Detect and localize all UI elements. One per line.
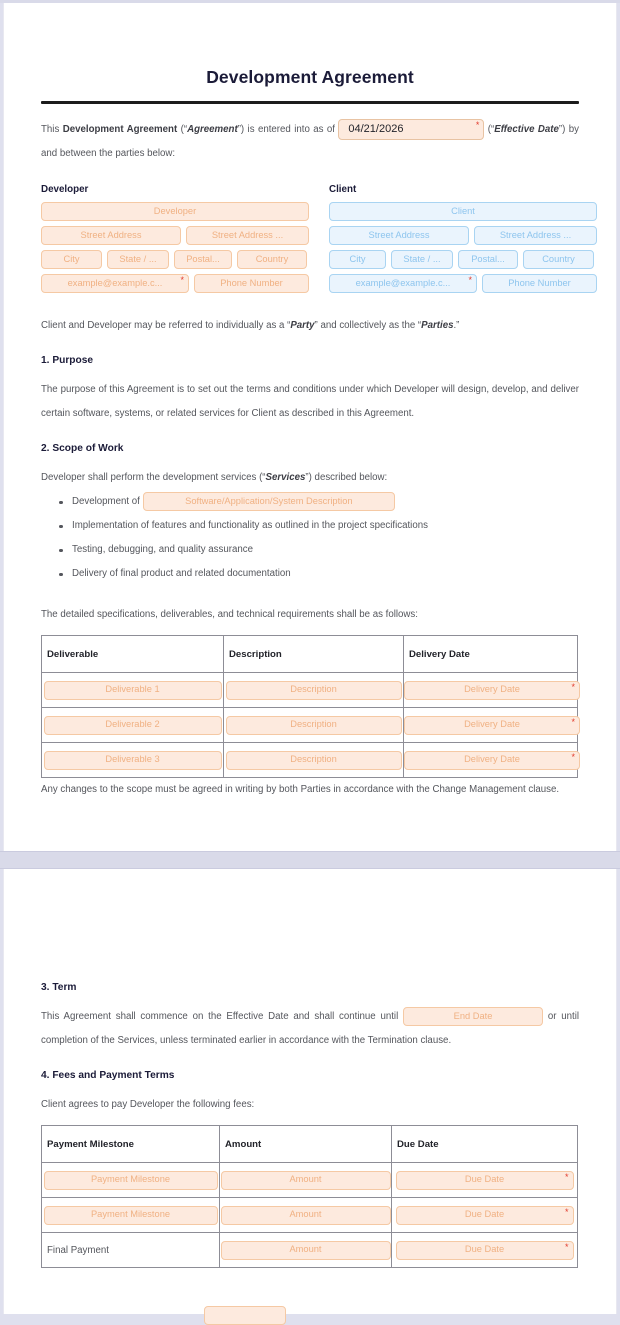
list-item: Delivery of final product and related documentation [59, 562, 579, 586]
required-asterisk: * [180, 275, 184, 285]
payment-table [41, 1125, 578, 1268]
cell-deliverable [42, 673, 224, 708]
cell-due-date [392, 1233, 578, 1268]
developer-heading: Developer [41, 184, 89, 195]
client-block [329, 184, 597, 298]
client-name-input[interactable]: Client [329, 202, 597, 221]
col-header-description: Description [224, 636, 404, 673]
bullet-development-of-label: Development of [72, 496, 140, 507]
developer-address-row [41, 226, 309, 245]
required-asterisk: * [564, 1241, 569, 1252]
client-country-input[interactable]: Country [523, 250, 594, 269]
cell-amount [220, 1163, 392, 1198]
list-item: Implementation of features and functionality as outlined in the project specifications [59, 514, 579, 538]
purpose-body: The purpose of this Agreement is to set out the terms and conditions under which Developer will design, develop, and deliver certain software, systems, or related services for Client as described in this Agreement. [41, 384, 579, 419]
col-header-amount: Amount [220, 1126, 392, 1163]
col-header-due-date: Due Date [392, 1126, 578, 1163]
payment-milestone-2-input[interactable]: Payment Milestone [44, 1206, 218, 1225]
list-item [59, 490, 579, 514]
deliverable-1-description-input[interactable]: Description [226, 681, 402, 700]
deliverable-1-input[interactable]: Deliverable 1 [44, 681, 222, 700]
scope-closing-paragraph: Any changes to the scope must be agreed in writing by both Parties in accordance with the Change Management clause. [41, 784, 560, 795]
developer-name-row [41, 202, 309, 221]
effective-word: Effective [494, 124, 535, 135]
system-description-input[interactable]: Software/Application/System Description [143, 492, 395, 511]
deliverables-table-lead: The detailed specifications, deliverables, and technical requirements shall be as follows: [41, 609, 418, 620]
deliverable-2-description-input[interactable]: Description [226, 716, 402, 735]
cell-final-payment-label: Final Payment [42, 1233, 220, 1268]
table-row [42, 743, 578, 778]
intro-paren-open: (“ [177, 124, 188, 135]
developer-street2-input[interactable]: Street Address ... [186, 226, 309, 245]
required-asterisk: * [468, 275, 472, 285]
client-heading: Client [329, 184, 357, 195]
payment-milestone-1-input[interactable]: Payment Milestone [44, 1171, 218, 1190]
list-item: Testing, debugging, and quality assurance [59, 538, 579, 562]
client-name-row [329, 202, 597, 221]
developer-locality-row [41, 250, 309, 269]
cell-milestone [42, 1198, 220, 1233]
scope-lead [41, 466, 579, 490]
parties-note [41, 314, 579, 338]
document-page-2 [3, 869, 617, 1314]
deliverable-2-date-input[interactable] [404, 716, 580, 735]
term-body [41, 1005, 579, 1053]
section-heading-term: 3. Term [41, 982, 77, 993]
developer-phone-input[interactable]: Phone Number [194, 274, 309, 293]
party-term: Party [290, 320, 315, 331]
effective-date-input[interactable] [338, 119, 484, 140]
cell-amount [220, 1233, 392, 1268]
developer-city-input[interactable]: City [41, 250, 102, 269]
client-street1-input[interactable]: Street Address [329, 226, 469, 245]
col-header-delivery-date: Delivery Date [404, 636, 578, 673]
deliverable-1-date-input[interactable] [404, 681, 580, 700]
fees-lead: Client agrees to pay Developer the following fees: [41, 1099, 255, 1110]
final-payment-due-input[interactable] [396, 1241, 574, 1260]
developer-country-input[interactable]: Country [237, 250, 307, 269]
client-street2-input[interactable]: Street Address ... [474, 226, 597, 245]
developer-email-placeholder: example@example.c... [67, 277, 163, 288]
final-payment-amount-input[interactable]: Amount [221, 1241, 391, 1260]
cell-delivery-date [404, 743, 578, 778]
table-row [42, 1233, 578, 1268]
payment-amount-2-input[interactable]: Amount [221, 1206, 391, 1225]
intro-text-before: This [41, 124, 63, 135]
scope-lead-a: Developer shall perform the development services (“ [41, 472, 266, 483]
client-phone-input[interactable]: Phone Number [482, 274, 597, 293]
client-locality-row [329, 250, 597, 269]
cell-amount [220, 1198, 392, 1233]
intro-paragraph [41, 118, 579, 166]
scope-bullet-list [41, 490, 579, 586]
cell-milestone [42, 1163, 220, 1198]
payment-due-1-placeholder: Due Date [464, 1174, 505, 1185]
deliverable-1-date-placeholder: Delivery Date [464, 684, 520, 695]
table-header-row [42, 1126, 578, 1163]
parties-note-b: ” and collectively as the “ [314, 320, 422, 331]
developer-contact-row [41, 274, 309, 293]
client-address-row [329, 226, 597, 245]
term-lead-text: This Agreement shall commence on the Effective Date and shall continue until [41, 1011, 399, 1022]
cell-deliverable [42, 708, 224, 743]
date-word: Date [537, 124, 559, 135]
table-row [42, 708, 578, 743]
intro-after-close: ”) by and between the parties below: [41, 124, 579, 159]
table-header-row [42, 636, 578, 673]
cell-deliverable [42, 743, 224, 778]
client-state-input[interactable]: State / ... [391, 250, 453, 269]
deliverable-2-date-placeholder: Delivery Date [464, 719, 520, 730]
cell-delivery-date [404, 708, 578, 743]
parties-term: Parties [421, 320, 454, 331]
col-header-payment-milestone: Payment Milestone [42, 1126, 220, 1163]
cell-description [224, 673, 404, 708]
deliverable-3-date-placeholder: Delivery Date [464, 754, 520, 765]
required-asterisk: * [564, 1206, 569, 1217]
intro-bold-term: Development Agreement [62, 124, 178, 135]
page-break-separator [0, 851, 620, 869]
term-tail-text: or until completion of the Services, unless terminated earlier in accordance with the Termination clause. [41, 1011, 579, 1046]
intro-paren-close: ”) is entered into as of [237, 124, 339, 135]
developer-block [41, 184, 309, 298]
client-contact-row [329, 274, 597, 293]
deliverable-3-input[interactable]: Deliverable 3 [44, 751, 222, 770]
deliverable-3-description-input[interactable]: Description [226, 751, 402, 770]
developer-state-input[interactable]: State / ... [107, 250, 169, 269]
deliverables-table [41, 635, 578, 778]
col-header-deliverable: Deliverable [42, 636, 224, 673]
required-asterisk: * [564, 1171, 569, 1182]
end-date-input[interactable]: End Date [403, 1007, 543, 1026]
required-asterisk: * [571, 751, 575, 762]
next-field-partial[interactable] [204, 1306, 286, 1325]
required-asterisk: * [571, 681, 575, 692]
cell-delivery-date [404, 673, 578, 708]
table-row [42, 1198, 578, 1233]
deliverable-2-input[interactable]: Deliverable 2 [44, 716, 222, 735]
deliverable-3-date-input[interactable] [404, 751, 580, 770]
payment-amount-1-input[interactable]: Amount [221, 1171, 391, 1190]
document-page-1 [3, 3, 617, 851]
table-row [42, 673, 578, 708]
section-heading-scope: 2. Scope of Work [41, 443, 124, 454]
services-term: Services [265, 472, 306, 483]
parties-note-a: Client and Developer may be referred to individually as a “ [41, 320, 291, 331]
client-email-placeholder: example@example.c... [355, 277, 451, 288]
payment-due-2-placeholder: Due Date [464, 1209, 505, 1220]
scope-lead-b: ”) described below: [305, 472, 388, 483]
intro-after-open: (“ [484, 124, 495, 135]
section-heading-purpose: 1. Purpose [41, 355, 94, 366]
developer-street1-input[interactable]: Street Address [41, 226, 181, 245]
parties-note-c: .” [453, 320, 460, 331]
payment-due-2-input[interactable] [396, 1206, 574, 1225]
developer-postal-input[interactable]: Postal... [174, 250, 232, 269]
final-payment-due-placeholder: Due Date [464, 1244, 505, 1255]
client-city-input[interactable]: City [329, 250, 386, 269]
section-heading-fees: 4. Fees and Payment Terms [41, 1070, 175, 1081]
required-asterisk: * [475, 119, 480, 130]
developer-name-input[interactable]: Developer [41, 202, 309, 221]
client-postal-input[interactable]: Postal... [458, 250, 518, 269]
required-asterisk: * [571, 716, 575, 727]
cell-due-date [392, 1163, 578, 1198]
title-divider [41, 101, 579, 104]
table-row [42, 1163, 578, 1198]
developer-email-input[interactable] [41, 274, 189, 293]
cell-due-date [392, 1198, 578, 1233]
page-title: Development Agreement [206, 67, 414, 87]
parties-section [41, 184, 579, 298]
cell-description [224, 708, 404, 743]
effective-date-value: 04/21/2026 [348, 122, 404, 135]
payment-due-1-input[interactable] [396, 1171, 574, 1190]
client-email-input[interactable] [329, 274, 477, 293]
intro-quoted-term: Agreement [187, 124, 238, 135]
cell-description [224, 743, 404, 778]
